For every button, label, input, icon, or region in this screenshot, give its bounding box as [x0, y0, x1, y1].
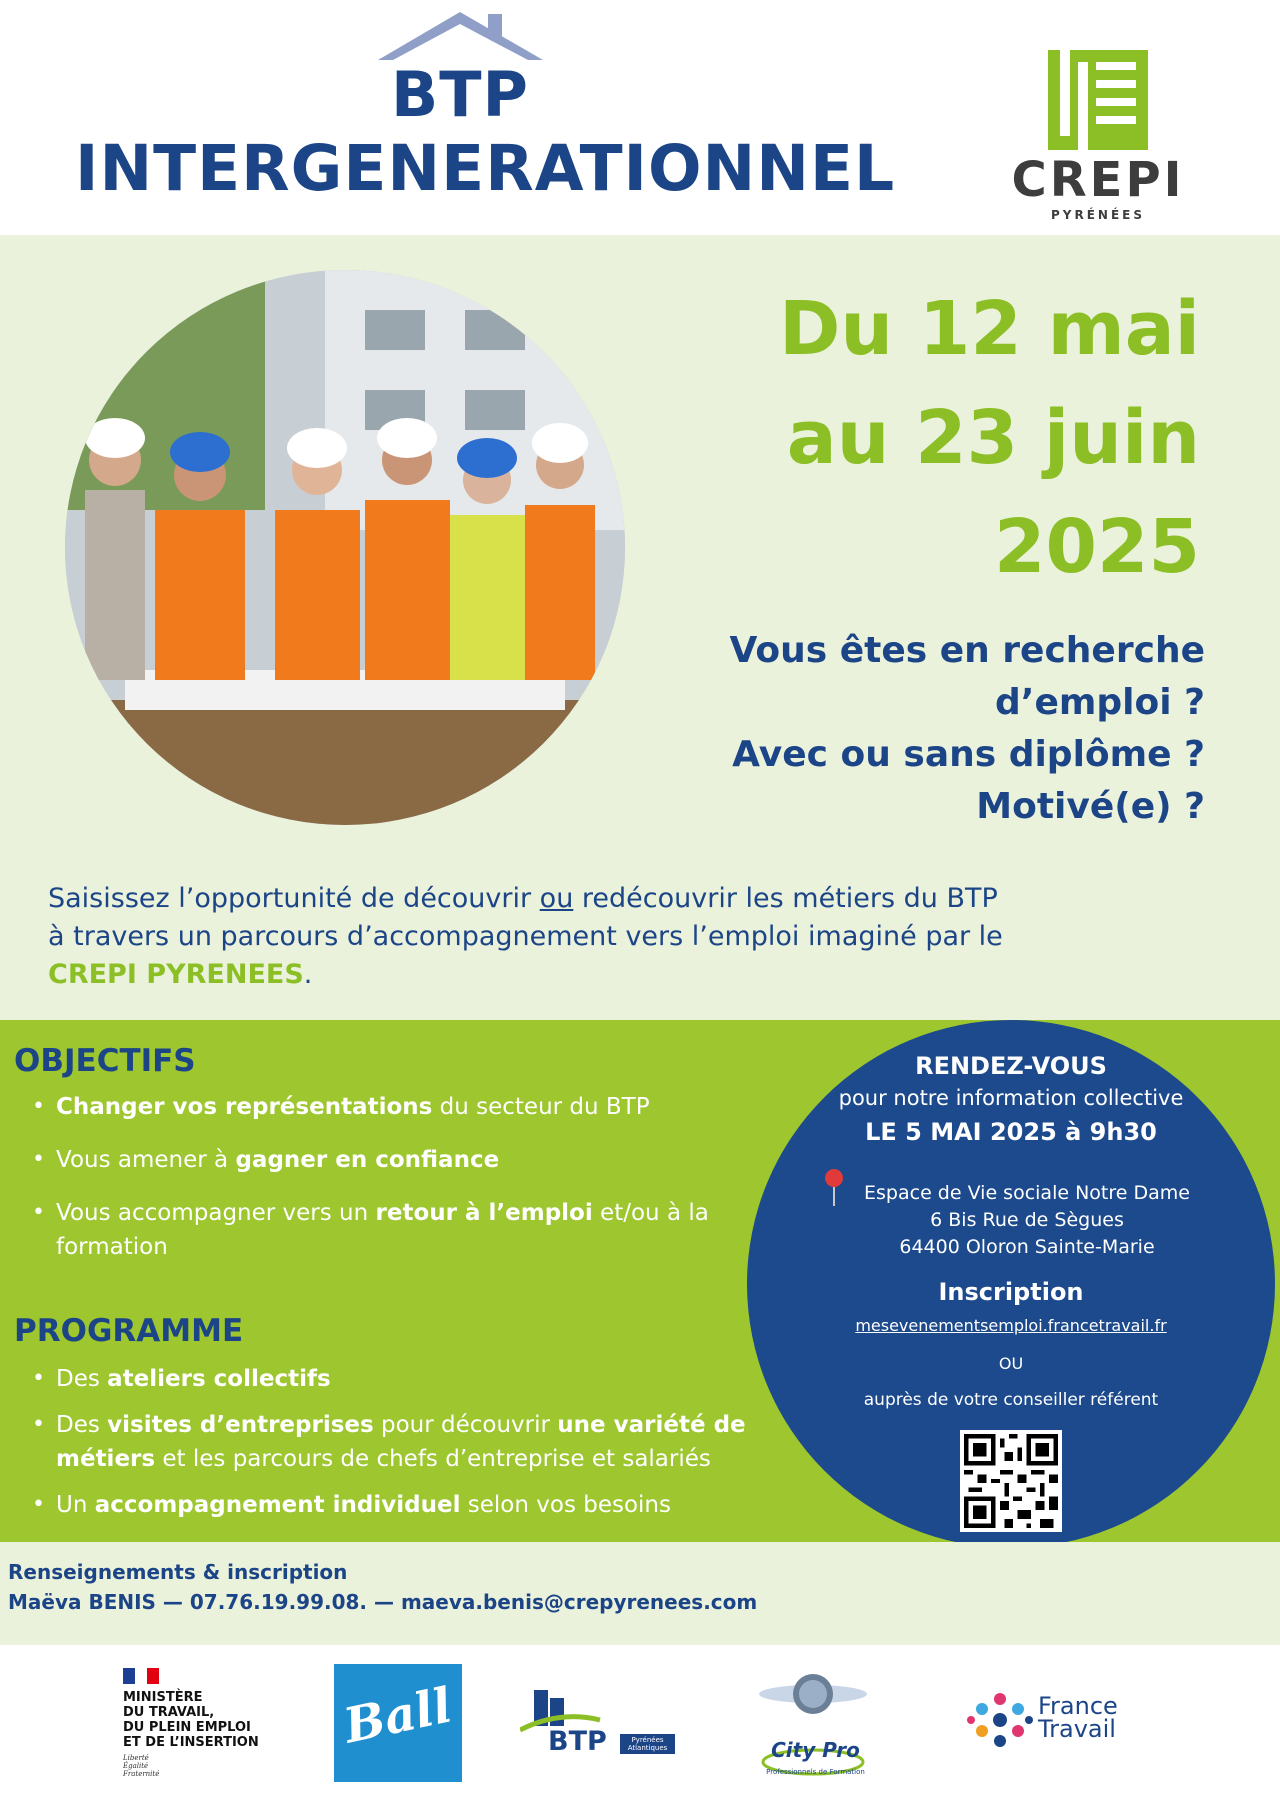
rdv-conseiller: auprès de votre conseiller référent: [863, 1390, 1159, 1410]
question-1b: d’emploi ?: [995, 682, 1205, 723]
workers-photo: [65, 270, 625, 825]
intro-part1: Saisissez l’opportunité de découvrir: [48, 883, 540, 914]
list-item: • Des ateliers collectifs: [30, 1362, 760, 1396]
btp-logo-text: BTP: [548, 1726, 607, 1757]
date-line-2: au 23 juin: [786, 395, 1200, 481]
crepi-logo-subtitle: PYRÉNÉES: [1050, 208, 1145, 222]
question-3: Motivé(e) ?: [976, 786, 1205, 827]
france-travail-logo-icon: [965, 1685, 1035, 1755]
list-item: • Vous accompagner vers un retour à l’emploi et/ou à la formation: [30, 1196, 760, 1264]
contact-title: Renseignements & inscription: [8, 1560, 348, 1584]
list-item: • Vous amener à gagner en confiance: [30, 1143, 760, 1177]
title-btp: BTP: [391, 58, 529, 131]
intro-brand: CREPI PYRENEES: [48, 959, 304, 990]
question-1a: Vous êtes en recherche: [729, 630, 1205, 671]
rdv-ou: OU: [998, 1354, 1024, 1373]
question-2: Avec ou sans diplôme ?: [732, 734, 1205, 775]
inscription-link[interactable]: mesevenementsemploi.francetravail.fr: [855, 1316, 1167, 1335]
france-travail-logo-text: France Travail: [1038, 1692, 1118, 1743]
intro-end: .: [303, 959, 313, 990]
qr-code-icon[interactable]: [960, 1430, 1062, 1532]
citypro-logo-text: City Pro: [771, 1738, 860, 1762]
list-item: • Des visites d’entreprises pour découvrir une variété de métiers et les parcours de chefs d’entreprise et salariés: [30, 1408, 760, 1476]
intro-part2: redécouvrir les métiers du BTP à travers un parcours d’accompagnement vers l’emploi imaginé par le: [48, 883, 1003, 952]
inscription-title: Inscription: [938, 1278, 1084, 1306]
date-line-1: Du 12 mai: [778, 286, 1200, 372]
objectifs-list: [30, 1090, 760, 1283]
ministere-logo-text: MINISTÈRE DU TRAVAIL, DU PLEIN EMPLOI ET DE L’INSERTION: [123, 1690, 259, 1750]
ministere-motto: Liberté Égalité Fraternité: [123, 1754, 160, 1778]
date-line-3: 2025: [994, 504, 1200, 590]
rendezvous-circle: [747, 1020, 1275, 1548]
intro-ou: ou: [539, 883, 574, 914]
list-item: • Changer vos représentations du secteur du BTP: [30, 1090, 760, 1124]
page-title: INTERGENERATIONNEL: [75, 132, 896, 205]
ministere-logo-icon: [123, 1668, 283, 1688]
programme-list: [30, 1362, 760, 1534]
questions: [645, 625, 1205, 833]
ball-logo-text: Ball: [339, 1677, 457, 1755]
rdv-title: RENDEZ-VOUS: [915, 1052, 1107, 1080]
rdv-subtitle: pour notre information collective: [838, 1086, 1184, 1110]
crepi-logo-text: CREPI: [1011, 152, 1185, 208]
objectifs-title: OBJECTIFS: [14, 1043, 196, 1079]
rdv-address: Espace de Vie sociale Notre Dame 6 Bis Rue de Sègues 64400 Oloron Sainte-Marie: [864, 1182, 1190, 1258]
intro-paragraph: [48, 880, 1008, 994]
cari-citypro-logo-icon: [756, 1672, 871, 1782]
contact-details: Maëva BENIS — 07.76.19.99.08. — maeva.benis@crepyrenees.com: [8, 1590, 758, 1614]
roof-icon: [378, 12, 543, 62]
rdv-date: LE 5 MAI 2025 à 9h30: [865, 1118, 1157, 1146]
event-dates: [680, 275, 1200, 602]
programme-title: PROGRAMME: [14, 1313, 244, 1349]
citypro-logo-subtitle: Professionnels de Formation: [766, 1768, 865, 1776]
btp-logo-subtitle: Pyrénées Atlantiques: [620, 1734, 675, 1754]
list-item: • Un accompagnement individuel selon vos besoins: [30, 1488, 760, 1522]
